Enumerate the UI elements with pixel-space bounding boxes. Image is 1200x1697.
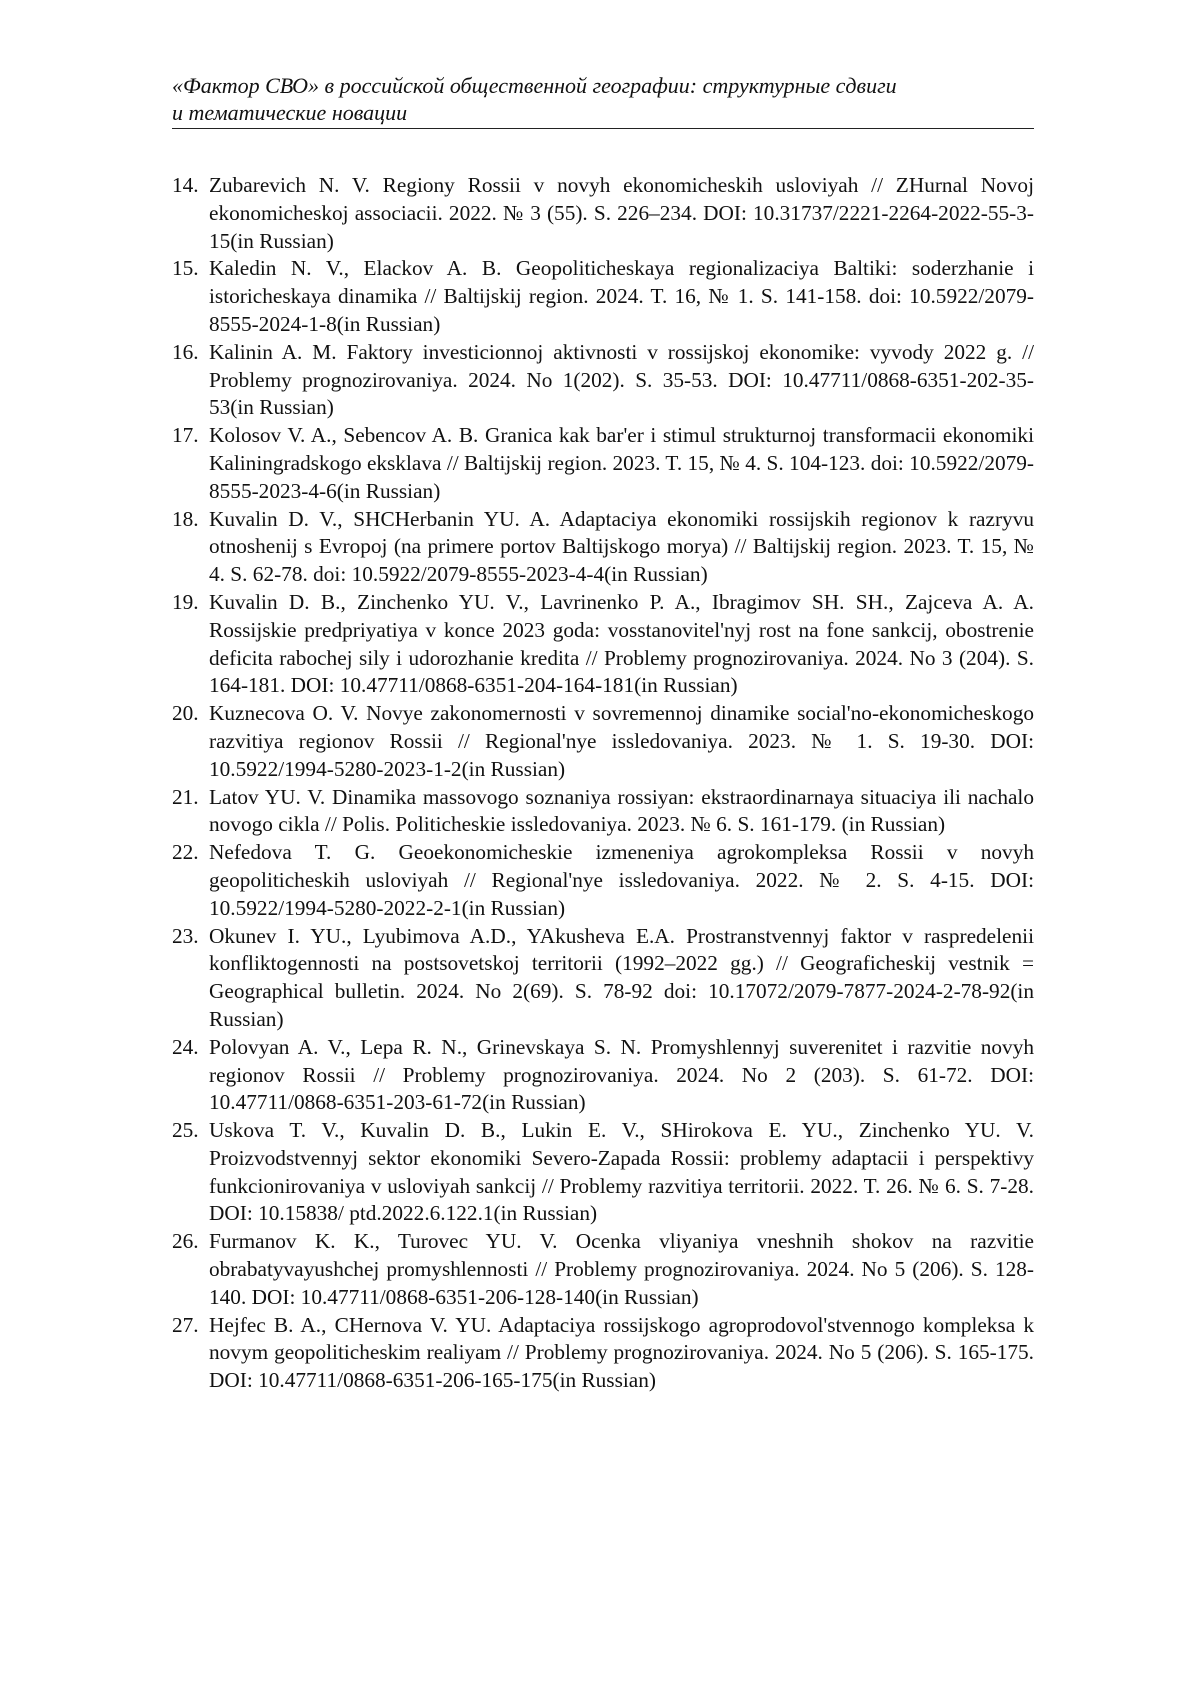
reference-number: 15. [172,255,199,283]
reference-text: Kuvalin D. V., SHCHerbanin YU. A. Adaptaciya ekonomiki rossijskih regionov k razryvu otnoshenij s Evropoj (na primere portov Baltijskogo morya) // Baltijskij region. 2023. T. 15, № 4. S. 62-78. doi: 10.5922/2079-8555-2023-4-4(in Russian) [209,507,1034,587]
reference-item [172,422,1034,505]
reference-number: 20. [172,700,199,728]
reference-text: Uskova T. V., Kuvalin D. B., Lukin E. V., SHirokova E. YU., Zinchenko YU. V. Proizvodstvennyj sektor ekonomiki Severo-Zapada Rossii: problemy adaptacii i perspektivy funkcionirovaniya v usloviyah sankcij // Problemy razvitiya territorii. 2022. T. 26. № 6. S. 7-28. DOI: 10.15838/ ptd.2022.6.122.1(in Russian) [209,1118,1034,1225]
document-page [0,0,1200,1697]
reference-number: 14. [172,172,199,200]
reference-item [172,255,1034,338]
reference-text: Kuznecova O. V. Novye zakonomernosti v sovremennoj dinamike social'no-ekonomicheskogo razvitiya regionov Rossii // Regional'nye issledovaniya. 2023. № 1. S. 19-30. DOI: 10.5922/1994-5280-2023-1-2(in Russian) [209,701,1034,781]
reference-list [172,172,1034,1395]
reference-item [172,172,1034,255]
reference-number: 26. [172,1228,199,1256]
reference-item [172,339,1034,422]
reference-item [172,700,1034,783]
reference-number: 16. [172,339,199,367]
reference-text: Zubarevich N. V. Regiony Rossii v novyh ekonomicheskih usloviyah // ZHurnal Novoj ekonomicheskoj associacii. 2022. № 3 (55). S. 226–234. DOI: 10.31737/2221-2264-2022-55-3-15(in Russian) [209,173,1034,253]
reference-text: Polovyan A. V., Lepa R. N., Grinevskaya S. N. Promyshlennyj suverenitet i razvitie novyh regionov Rossii // Problemy prognozirovaniya. 2024. No 2 (203). S. 61-72. DOI: 10.47711/0868-6351-203-61-72(in Russian) [209,1035,1034,1115]
reference-item [172,1117,1034,1228]
reference-text: Nefedova T. G. Geoekonomicheskie izmeneniya agrokompleksa Rossii v novyh geopoliticheskih usloviyah // Regional'nye issledovaniya. 2022. № 2. S. 4-15. DOI: 10.5922/1994-5280-2022-2-1(in Russian) [209,840,1034,920]
reference-number: 25. [172,1117,199,1145]
reference-text: Kalinin A. M. Faktory investicionnoj aktivnosti v rossijskoj ekonomike: vyvody 2022 g. // Problemy prognozirovaniya. 2024. No 1(202). S. 35-53. DOI: 10.47711/0868-6351-202-35-53(in Russian) [209,340,1034,420]
reference-item [172,1034,1034,1117]
reference-item [172,589,1034,700]
reference-item [172,1312,1034,1395]
reference-text: Kaledin N. V., Elackov A. B. Geopoliticheskaya regionalizaciya Baltiki: soderzhanie i istoricheskaya dinamika // Baltijskij region. 2024. T. 16, № 1. S. 141-158. doi: 10.5922/2079-8555-2024-1-8(in Russian) [209,256,1034,336]
reference-text: Kolosov V. A., Sebencov A. B. Granica kak bar'er i stimul strukturnoj transformacii ekonomiki Kaliningradskogo eksklava // Baltijskij region. 2023. T. 15, № 4. S. 104-123. doi: 10.5922/2079-8555-2023-4-6(in Russian) [209,423,1034,503]
reference-item [172,784,1034,840]
reference-item [172,506,1034,589]
running-header-line-1: «Фактор СВО» в российской общественной географии: структурные сдвиги [172,72,1034,99]
reference-number: 19. [172,589,199,617]
reference-number: 24. [172,1034,199,1062]
reference-item [172,923,1034,1034]
reference-number: 18. [172,506,199,534]
reference-item [172,839,1034,922]
reference-number: 23. [172,923,199,951]
reference-text: Okunev I. YU., Lyubimova A.D., YAkusheva E.A. Prostranstvennyj faktor v raspredelenii konfliktogennosti na postsovetskoj territorii (1992–2022 gg.) // Geograficheskij vestnik = Geographical bulletin. 2024. No 2(69). S. 78-92 doi: 10.17072/2079-7877-2024-2-78-92(in Russian) [209,924,1034,1031]
running-header [172,72,1034,129]
reference-number: 27. [172,1312,199,1340]
running-header-line-2: и тематические новации [172,99,1034,126]
reference-text: Hejfec B. A., CHernova V. YU. Adaptaciya rossijskogo agroprodovol'stvennogo kompleksa k novym geopoliticheskim realiyam // Problemy prognozirovaniya. 2024. No 5 (206). S. 165-175. DOI: 10.47711/0868-6351-206-165-175(in Russian) [209,1313,1034,1393]
reference-text: Furmanov K. K., Turovec YU. V. Ocenka vliyaniya vneshnih shokov na razvitie obrabatyvayushchej promyshlennosti // Problemy prognozirovaniya. 2024. No 5 (206). S. 128-140. DOI: 10.47711/0868-6351-206-128-140(in Russian) [209,1229,1034,1309]
reference-number: 17. [172,422,199,450]
reference-number: 21. [172,784,199,812]
reference-item [172,1228,1034,1311]
reference-number: 22. [172,839,199,867]
reference-text: Kuvalin D. B., Zinchenko YU. V., Lavrinenko P. A., Ibragimov SH. SH., Zajceva A. A. Rossijskie predpriyatiya v konce 2023 goda: vosstanovitel'nyj rost na fone sankcij, obostrenie deficita rabochej sily i udorozhanie kredita // Problemy prognozirovaniya. 2024. No 3 (204). S. 164-181. DOI: 10.47711/0868-6351-204-164-181(in Russian) [209,590,1034,697]
reference-text: Latov YU. V. Dinamika massovogo soznaniya rossiyan: ekstraordinarnaya situaciya ili nachalo novogo cikla // Polis. Politicheskie issledovaniya. 2023. № 6. S. 161-179. (in Russian) [209,785,1034,837]
